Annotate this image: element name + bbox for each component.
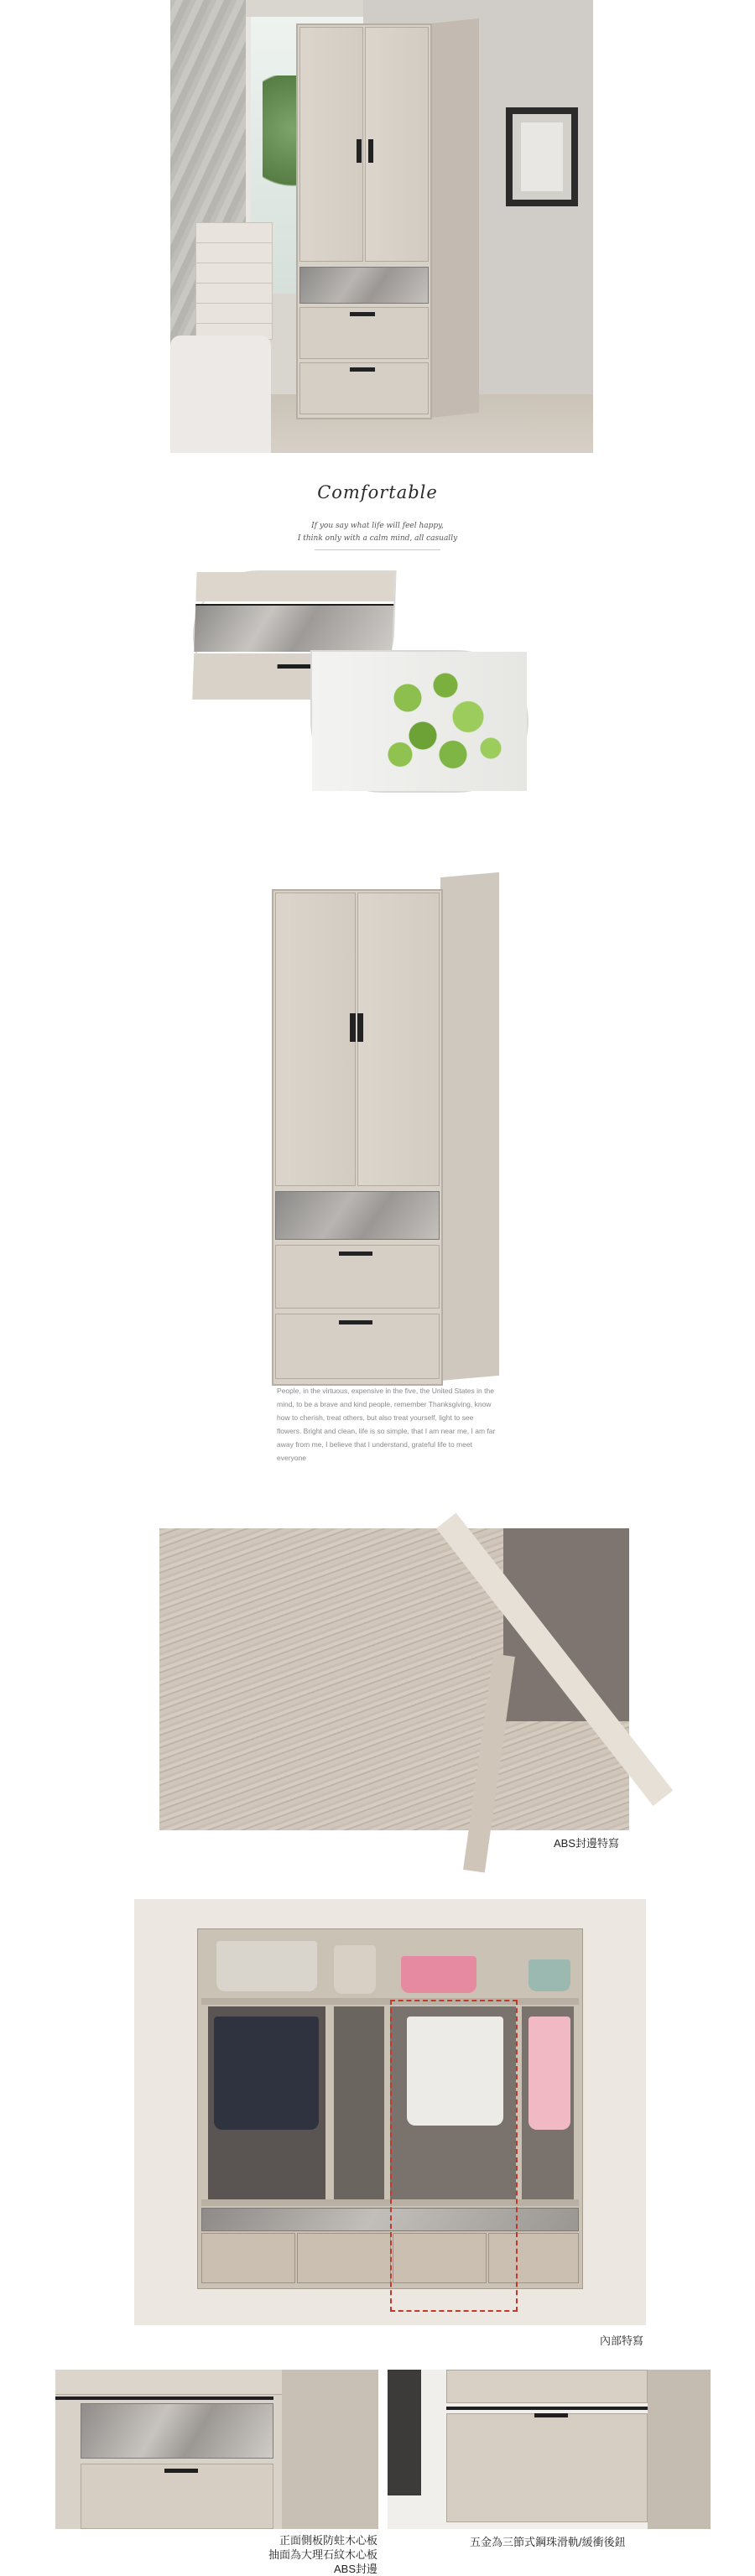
abs-edge-closeup-photo xyxy=(159,1528,629,1830)
divider xyxy=(315,549,440,550)
abs-caption: ABS封邊特寫 xyxy=(554,1837,620,1850)
caption-line: 抽面為大理石紋木心板 xyxy=(268,2548,378,2561)
drawer-detail-photo xyxy=(55,2370,378,2529)
detail2-caption: 五金為三節式鋼珠滑軌/緩衝後鈕 xyxy=(470,2536,626,2548)
inner-caption: 內部特寫 xyxy=(600,2334,644,2347)
highlight-dashed-box xyxy=(390,2000,518,2312)
caption-line: ABS封邊 xyxy=(333,2563,378,2575)
comfort-subtitle-line: If you say what life will feel happy, xyxy=(311,522,444,530)
comfort-subtitle xyxy=(0,520,755,545)
detail1-caption xyxy=(168,2533,378,2576)
caption-line: 正面側板防蛀木心板 xyxy=(279,2534,378,2547)
plant-leaves xyxy=(362,660,513,786)
dresser xyxy=(195,222,273,340)
description-paragraph xyxy=(277,1384,503,1465)
paragraph-line: flowers. Bright and clean, life is so simple, that I am near me, I am far xyxy=(277,1427,496,1435)
comfort-title: Comfortable xyxy=(317,482,438,502)
plant-closeup-lens xyxy=(310,650,528,793)
wardrobe-interior-photo xyxy=(134,1899,646,2325)
rail-detail-photo xyxy=(388,2370,711,2529)
paragraph-line: People, in the virtuous, expensive in the five, the United States in the xyxy=(277,1387,494,1395)
hero-room-photo xyxy=(170,0,593,453)
paragraph-line: away from me, I believe that I understand, grateful life to meet xyxy=(277,1440,472,1449)
wall-picture-frame xyxy=(506,107,578,206)
bed xyxy=(170,336,271,453)
comfort-subtitle-line: I think only with a calm mind, all casually xyxy=(297,534,458,543)
paragraph-line: mind, to be a brave and kind people, remember Thanksgiving, know xyxy=(277,1400,492,1408)
paragraph-line: how to cherish, treat others, but also treat yourself, light to see xyxy=(277,1413,474,1422)
paragraph-line: everyone xyxy=(277,1454,306,1462)
product-wardrobe xyxy=(268,872,512,1392)
hero-wardrobe xyxy=(296,23,481,426)
